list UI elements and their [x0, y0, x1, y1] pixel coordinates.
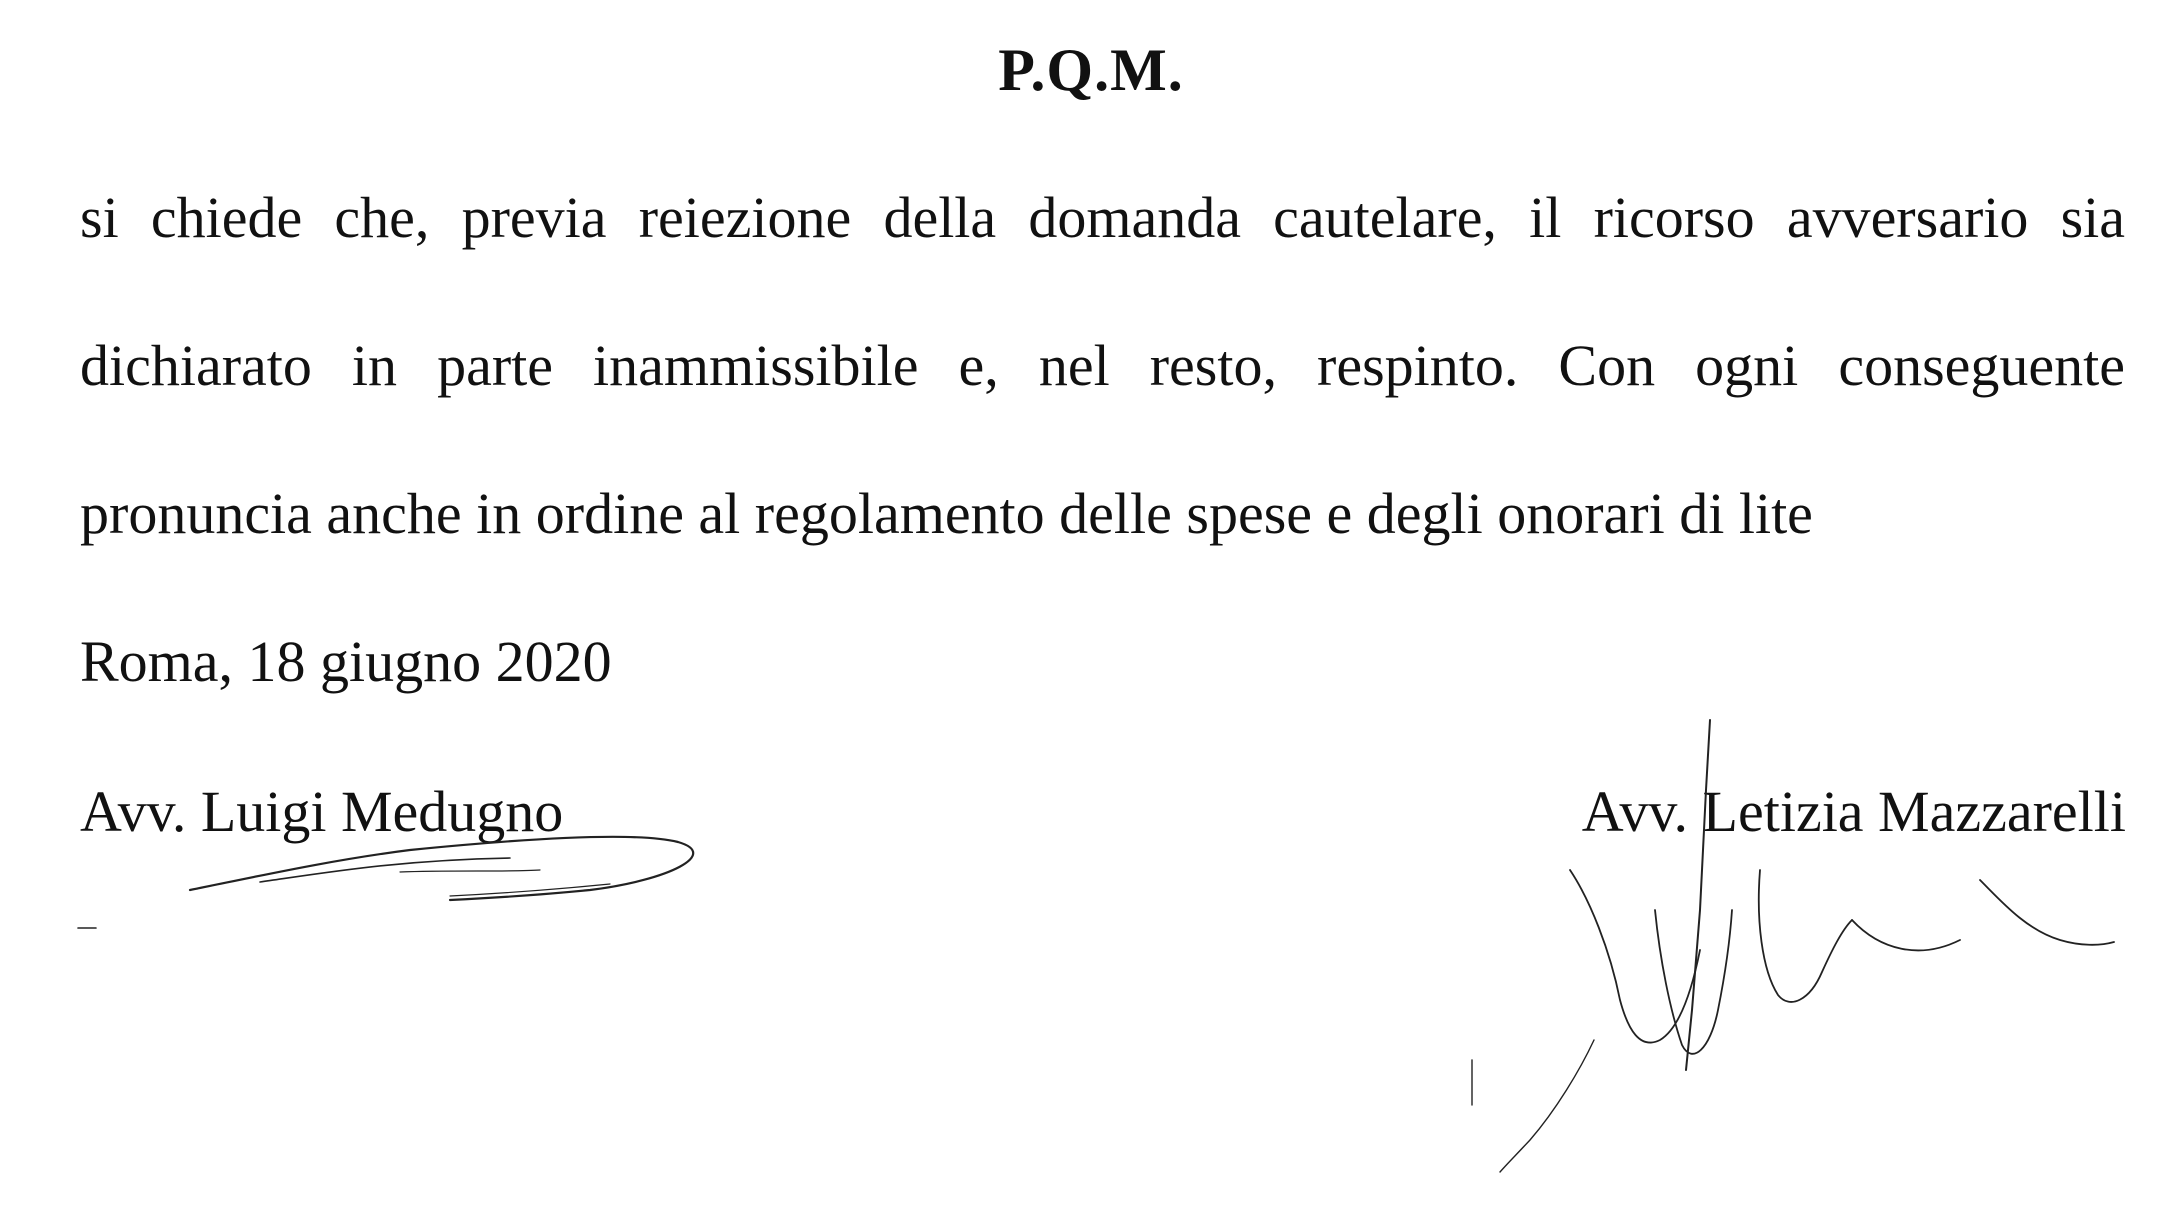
paragraph-line-3: pronuncia anche in ordine al regolamento delle spese e degli onorari di lite	[80, 481, 1813, 546]
document-heading: P.Q.M.	[998, 37, 1184, 103]
signatory-right-name: Avv. Letizia Mazzarelli	[1581, 779, 2126, 844]
paragraph-line-2: dichiarato in parte inammissibile e, nel resto, respinto. Con ogni conseguente	[80, 333, 2125, 398]
signatory-left-name: Avv. Luigi Medugno	[80, 779, 564, 844]
paragraph-line-1: si chiede che, previa reiezione della domanda cautelare, il ricorso avversario sia	[80, 185, 2125, 250]
place-date: Roma, 18 giugno 2020	[80, 629, 612, 694]
